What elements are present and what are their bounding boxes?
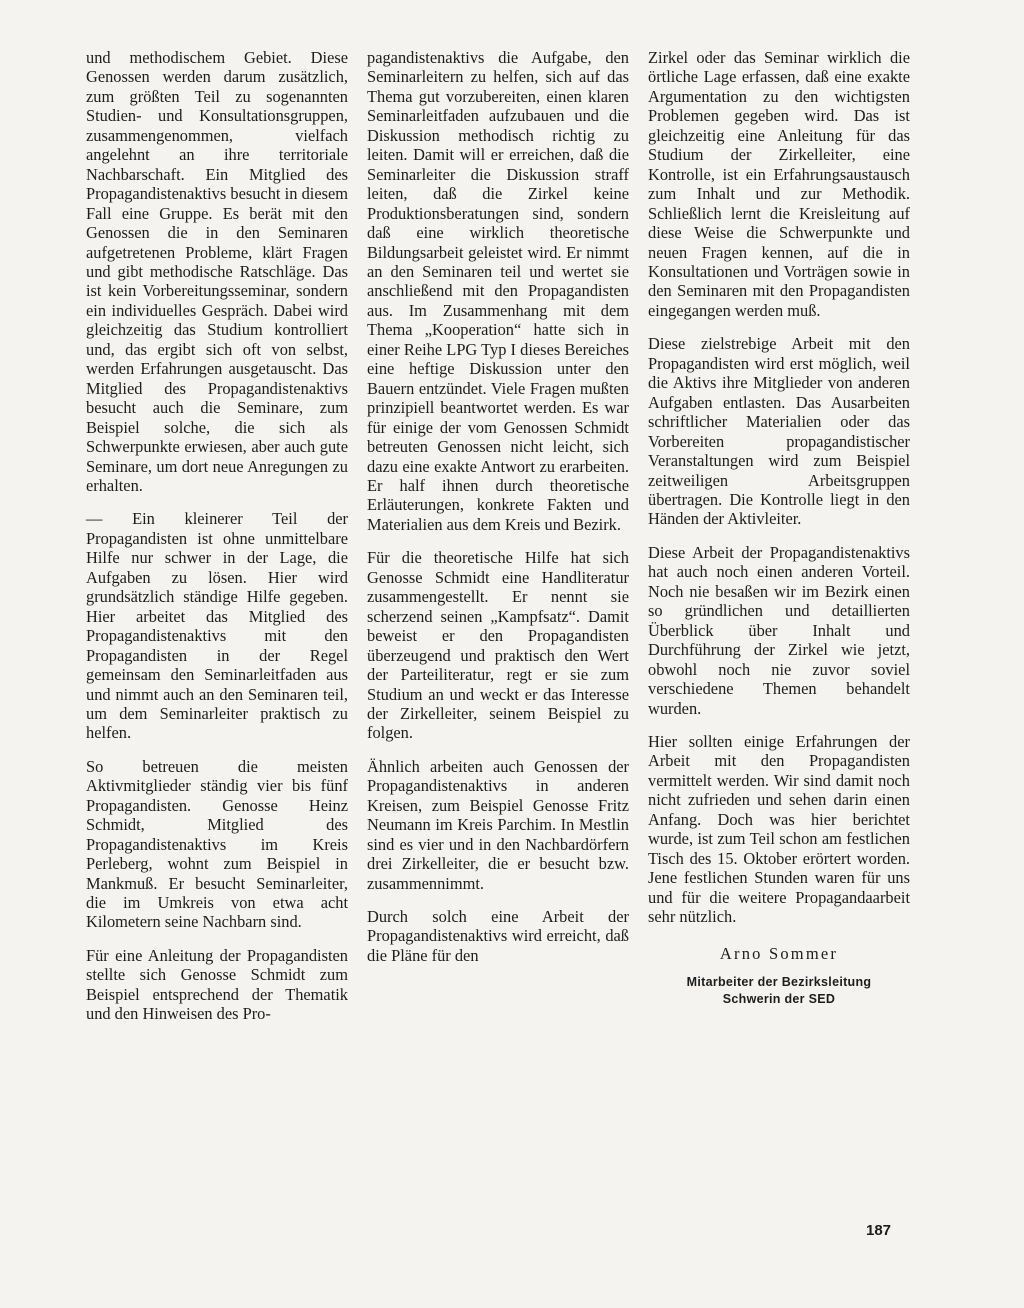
paragraph: So betreuen die meisten Aktivmitglieder ständig vier bis fünf Propagandisten. Genosse Heinz Schmidt, Mitglied des Propagandistenaktivs im Kreis Perleberg, wohnt zum Beispiel in Mankmuß. Er besucht Seminarleiter, die im Umkreis von etwa acht Kilometern seine Nachbarn sind. — [86, 756, 348, 932]
paragraph: Durch solch eine Arbeit der Propagandistenaktivs wird erreicht, daß die Pläne für den — [367, 907, 629, 965]
paragraph: Ähnlich arbeiten auch Genossen der Propagandistenaktivs in anderen Kreisen, zum Beispiel Genosse Fritz Neumann im Kreis Parchim. In Mestlin sind es vier und in den Nachbardörfern drei Zirkelleiter, die er besucht bzw. zusammennimmt. — [367, 756, 629, 893]
paragraph: pagandistenaktivs die Aufgabe, den Seminarleitern zu helfen, sich auf das Thema gut vorzubereiten, einen klaren Seminarleitfaden aufzubauen und die Diskussion methodisch richtig zu leiten. Damit will er erreichen, daß die Seminarleiter die Diskussion straff leiten, daß die Zirkel keine Produktionsberatungen sind, sondern daß eine wirklich theoretische Bildungsarbeit geleistet wird. Er nimmt an den Seminaren teil und wertet sie anschließend mit den Propagandisten aus. Im Zusammenhang mit dem Thema „Kooperation“ hatte sich in einer Reihe LPG Typ I dieses Bereiches eine heftige Diskussion unter den Bauern entzündet. Viele Fragen mußten prinzipiell beantwortet werden. Es war für einige der vom Genossen Schmidt betreuten Genossen nicht leicht, sich dazu eine exakte Antwort zu erarbeiten. Er half ihnen durch theoretische Erläuterungen, konkrete Fakten und Materialien aus dem Kreis und Bezirk. — [367, 48, 629, 534]
text-column-middle — [367, 48, 629, 979]
author-signature: Arno Sommer — [719, 944, 839, 964]
paragraph: — Ein kleinerer Teil der Propagandisten ist ohne unmittelbare Hilfe nur schwer in der Lage, die Aufgaben zu lösen. Hier wird grundsätzlich ständige Hilfe gegeben. Hier arbeitet das Mitglied des Propagandistenaktivs mit den Propagandisten in der Regel gemeinsam den Seminarleitfaden aus und nimmt auch an den Seminaren teil, um dem Seminarleiter praktisch zu helfen. — [86, 509, 348, 743]
text-column-left — [86, 48, 348, 1038]
page-number: 187 — [866, 1222, 892, 1239]
paragraph: Zirkel oder das Seminar wirklich die örtliche Lage erfassen, daß eine exakte Argumentation zu den wichtigsten Problemen gegeben wird. Das ist gleichzeitig eine Anleitung für das Studium der Zirkelleiter, eine Kontrolle, ist ein Erfahrungsaustausch zum Inhalt und zur Methodik. Schließlich lernt die Kreisleitung auf diese Weise die Schwerpunkte und neuen Fragen kennen, auf die in Konsultationen und Vorträgen sowie in den Seminaren mit den Propagandisten eingegangen werden muß. — [648, 48, 910, 320]
affiliation-line: Schwerin der SED — [722, 991, 836, 1006]
paragraph: Diese Arbeit der Propagandistenaktivs hat auch noch einen anderen Vorteil. Noch nie besaßen wir im Bezirk einen so gründlichen und detaillierten Überblick über Inhalt und Durchführung der Zirkel wie jetzt, obwohl noch nie zuvor soviel verschiedene Themen behandelt wurden. — [648, 542, 910, 718]
paragraph: Für eine Anleitung der Propagandisten stellte sich Genosse Schmidt zum Beispiel entsprechend der Thematik und den Hinweisen des Pro- — [86, 945, 348, 1024]
paragraph: Diese zielstrebige Arbeit mit den Propagandisten wird erst möglich, weil die Aktivs ihre Mitglieder von anderen Aufgaben entlasten. Das Ausarbeiten schriftlicher Materialien oder das Vorbereiten propagandistischer Veranstaltungen wird zum Beispiel zeitweiligen Arbeitsgruppen übertragen. Die Kontrolle liegt in den Händen der Aktivleiter. — [648, 334, 910, 529]
paragraph: und methodischem Gebiet. Diese Genossen werden darum zusätzlich, zum größten Teil zu sogenannten Studien- und Konsultationsgruppen, zusammengenommen, vielfach angelehnt an ihre territoriale Nachbarschaft. Ein Mitglied des Propagandistenaktivs besucht in diesem Fall eine Gruppe. Es berät mit den Genossen die in den Seminaren aufgetretenen Probleme, klärt Fragen und gibt methodische Ratschläge. Das ist kein Vorbereitungsseminar, sondern ein individuelles Gespräch. Dabei wird gleichzeitig das Studium kontrolliert und, das ergibt sich oft von selbst, werden Erfahrungen ausgetauscht. Das Mitglied des Propagandistenaktivs besucht auch die Seminare, zum Beispiel solche, die sich als Schwerpunkte erwiesen, aber auch gute Seminare, um dort neue Anregungen zu erhalten. — [86, 48, 348, 495]
paragraph: Für die theoretische Hilfe hat sich Genosse Schmidt eine Handliteratur zusammengestellt. Er nennt sie scherzend seinen „Kampfsatz“. Damit beweist er den Propagandisten überzeugend und praktisch den Wert der Parteiliteratur, regt er sie zum Studium an und weckt er das Interesse der Zirkelleiter, seinem Beispiel zu folgen. — [367, 548, 629, 743]
author-affiliation — [648, 974, 910, 1008]
paragraph: Hier sollten einige Erfahrungen der Arbeit mit den Propagandisten vermittelt werden. Wir sind damit noch nicht zufrieden und sehen darin einen Anfang. Doch was hier berichtet wurde, ist zum Teil schon am festlichen Tisch des 15. Oktober erörtert worden. Jene festlichen Stunden waren für uns und für die weitere Propagandaarbeit sehr nützlich. — [648, 731, 910, 927]
text-column-right — [648, 48, 910, 1008]
affiliation-line: Mitarbeiter der Bezirksleitung — [686, 974, 872, 989]
